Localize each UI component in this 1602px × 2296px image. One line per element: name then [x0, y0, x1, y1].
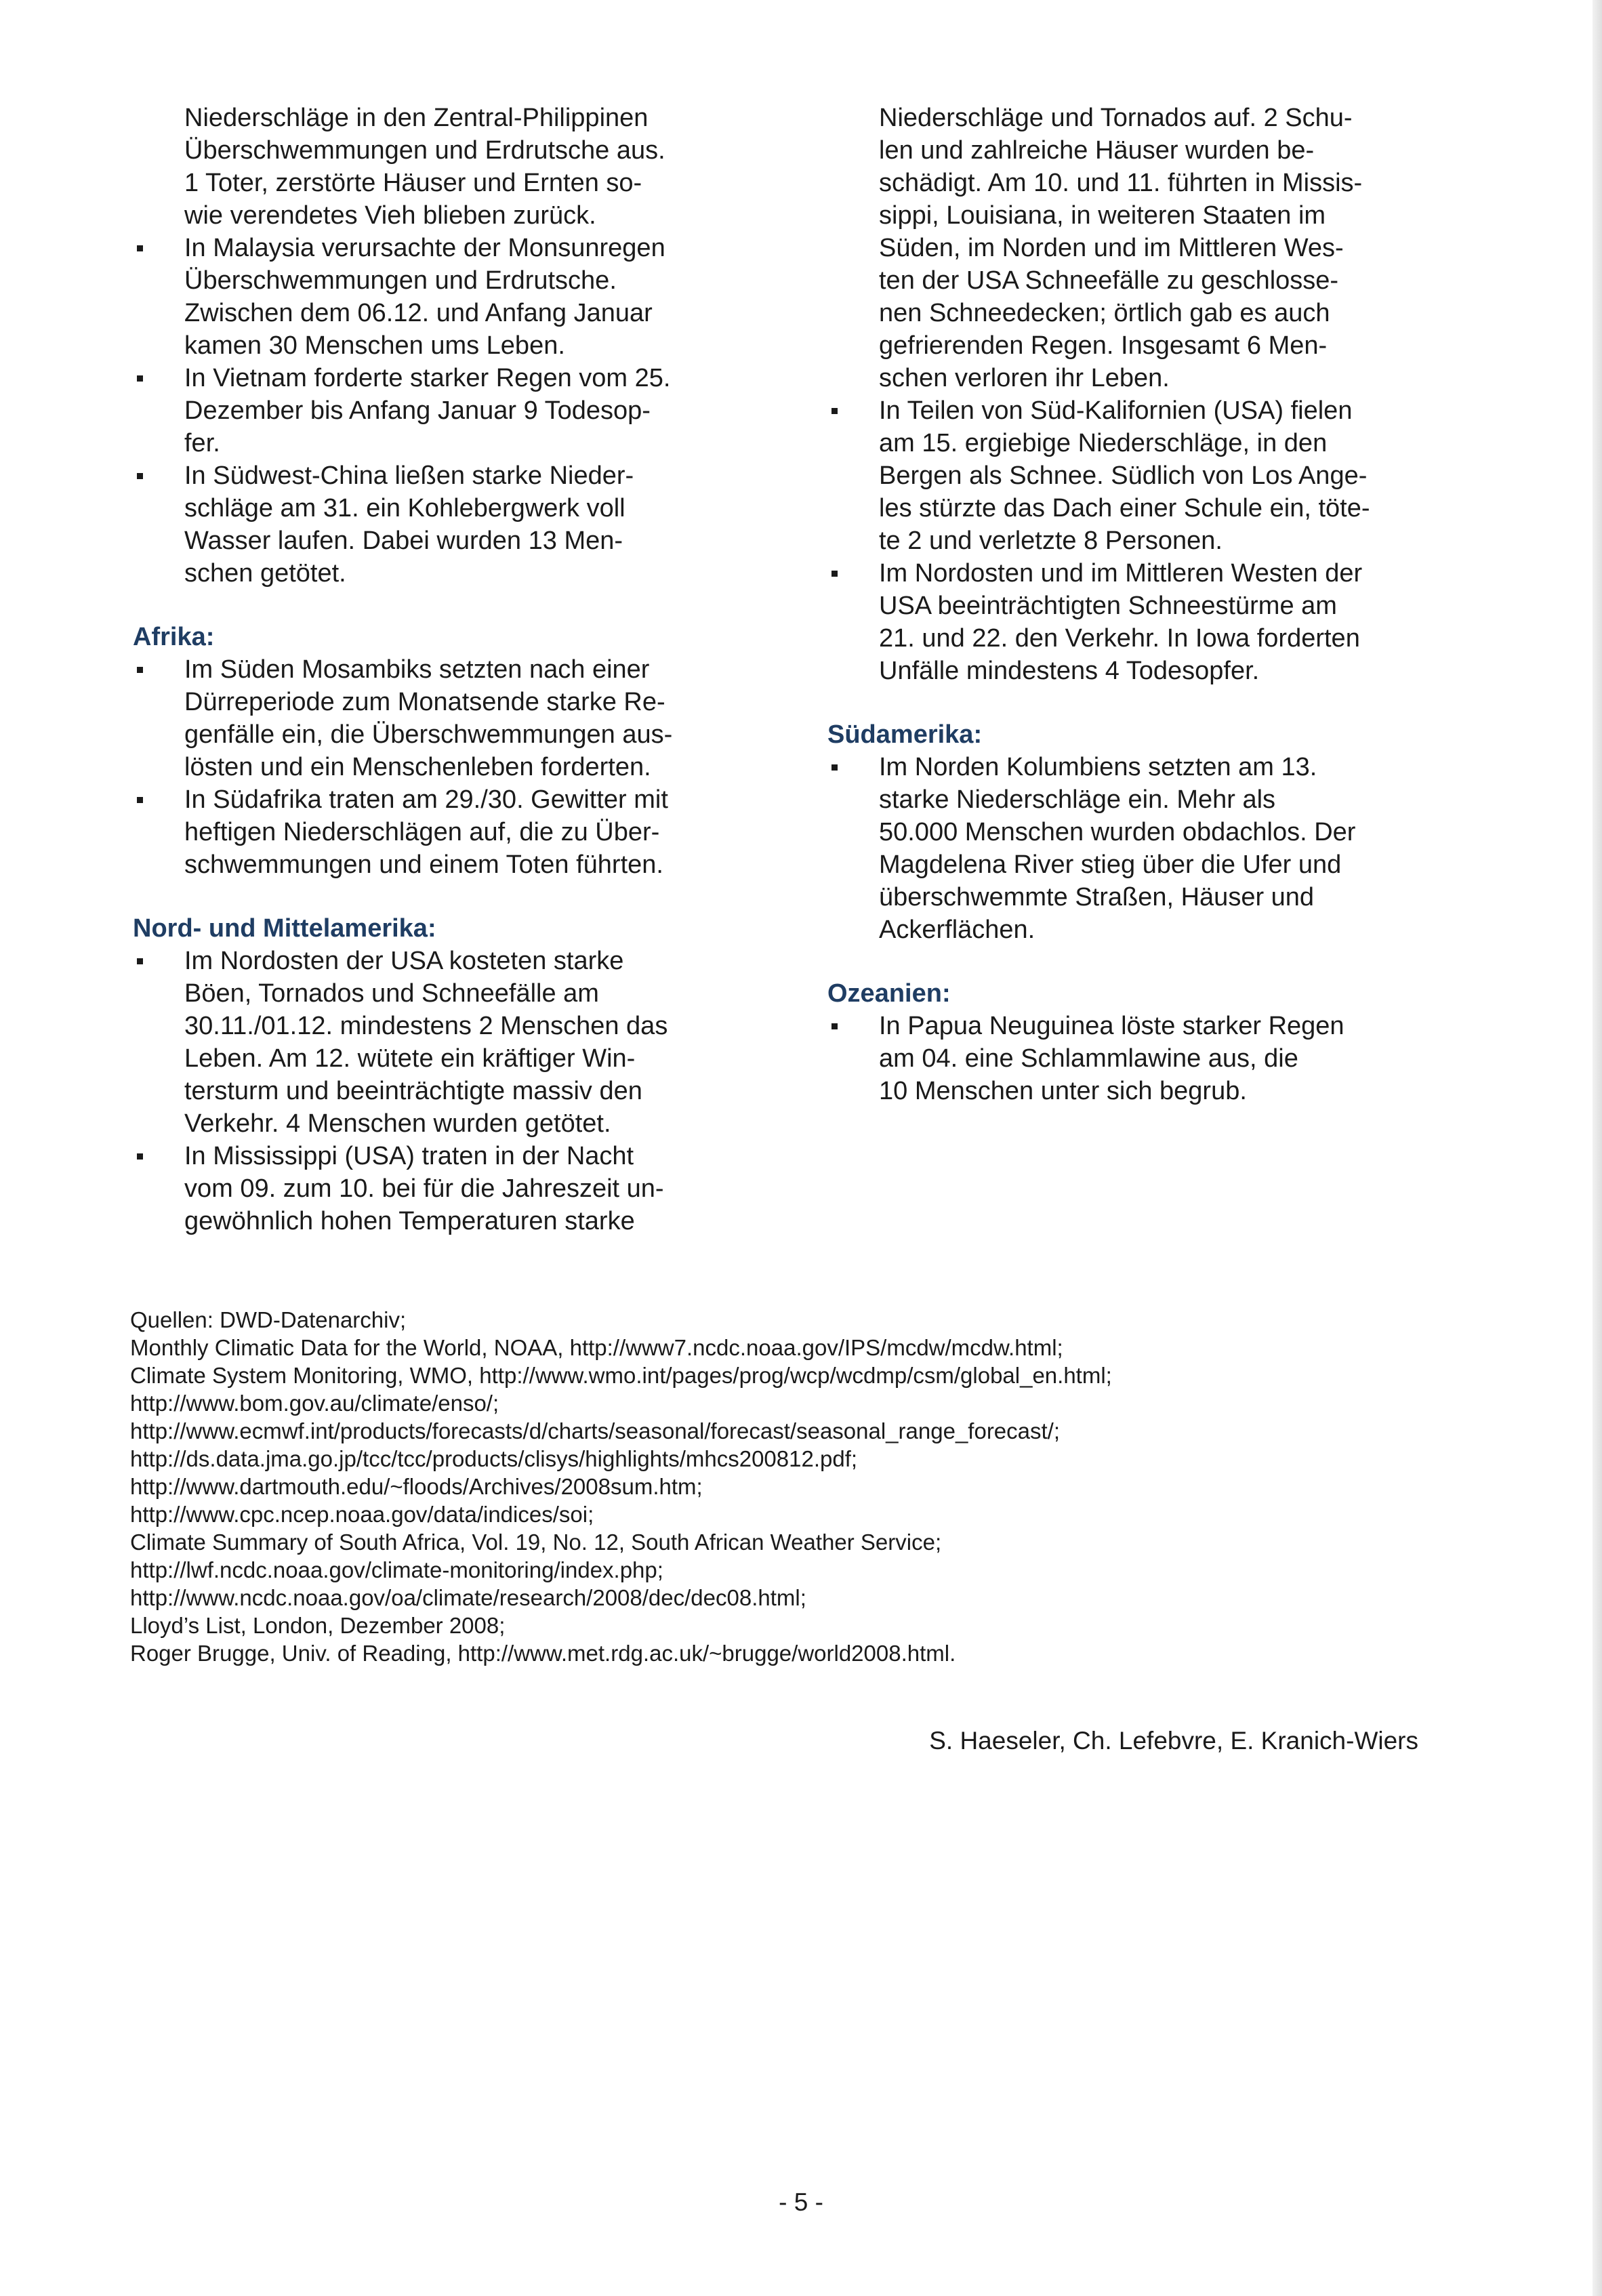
section-heading-africa: Afrika: [133, 623, 215, 651]
text-line: Leben. Am 12. wütete ein kräftiger Win- [184, 1044, 636, 1073]
text-line: am 04. eine Schlammlawine aus, die [879, 1044, 1298, 1073]
text-line: Überschwemmungen und Erdrutsche. [184, 266, 617, 295]
text-line: fer. [184, 429, 220, 457]
text-line: In Teilen von Süd-Kalifornien (USA) fielen [879, 396, 1353, 425]
text-line: Dürreperiode zum Monatsende starke Re- [184, 688, 665, 716]
text-line: les stürzte das Dach einer Schule ein, töte- [879, 494, 1370, 522]
bullet-icon [831, 408, 838, 414]
bullet-icon [137, 473, 143, 479]
text-line: starke Niederschläge ein. Mehr als [879, 785, 1276, 814]
spacer [827, 946, 1420, 977]
text-line: sippi, Louisiana, in weiteren Staaten im [879, 201, 1326, 230]
africa-list [133, 653, 726, 881]
text-line: schen getötet. [184, 559, 346, 588]
text-line: 10 Menschen unter sich begrub. [879, 1077, 1247, 1105]
text-line: schädigt. Am 10. und 11. führten in Missis- [879, 169, 1363, 197]
text-line: überschwemmte Straßen, Häuser und [879, 883, 1315, 911]
text-line: Im Nordosten der USA kosteten starke [184, 947, 624, 975]
text-line: Magdelena River stieg über die Ufer und [879, 850, 1342, 879]
authors: S. Haeseler, Ch. Lefebvre, E. Kranich-Wiers [929, 1727, 1418, 1755]
source-line: http://www.ncdc.noaa.gov/oa/climate/research/2008/dec/dec08.html; [130, 1585, 806, 1610]
source-line: http://ds.data.jma.go.jp/tcc/tcc/products/clisys/highlights/mhcs200812.pdf; [130, 1446, 858, 1471]
list-item [827, 751, 1420, 946]
source-line: Climate System Monitoring, WMO, http://www.wmo.int/pages/prog/wcp/wcdmp/csm/global_en.html; [130, 1363, 1112, 1388]
text-line: Überschwemmungen und Erdrutsche aus. [184, 136, 665, 165]
spacer [827, 687, 1420, 718]
bullet-icon [137, 375, 143, 382]
list-item [827, 394, 1420, 557]
continuation-paragraph [827, 102, 1420, 394]
text-line: Süden, im Norden und im Mittleren Wes- [879, 234, 1344, 262]
source-line: Lloyd’s List, London, Dezember 2008; [130, 1613, 506, 1638]
list-item [827, 557, 1420, 687]
bullet-icon [137, 245, 143, 251]
spacer [133, 881, 726, 912]
left-column [133, 102, 726, 1237]
intro-paragraph [133, 102, 726, 232]
oceania-list [827, 1010, 1420, 1107]
list-item [133, 1140, 726, 1237]
text-line: heftigen Niederschlägen auf, die zu Über- [184, 818, 660, 846]
text-line: Dezember bis Anfang Januar 9 Todesop- [184, 396, 651, 425]
bullet-icon [137, 797, 143, 803]
south-america-list [827, 751, 1420, 946]
section-heading-oceania: Ozeanien: [827, 979, 951, 1008]
list-item [133, 945, 726, 1140]
source-line: http://www.dartmouth.edu/~floods/Archives/2008sum.htm; [130, 1474, 703, 1499]
text-line: In Südafrika traten am 29./30. Gewitter mit [184, 785, 668, 814]
list-item [827, 1010, 1420, 1107]
source-line: http://www.bom.gov.au/climate/enso/; [130, 1391, 499, 1416]
text-line: In Vietnam forderte starker Regen vom 25. [184, 364, 671, 392]
section-heading-south-america: Südamerika: [827, 720, 983, 749]
bullet-icon [137, 667, 143, 673]
text-line: Wasser laufen. Dabei wurden 13 Men- [184, 527, 623, 555]
text-line: tersturm und beeinträchtigte massiv den [184, 1077, 642, 1105]
text-line: gefrierenden Regen. Insgesamt 6 Men- [879, 331, 1328, 360]
text-line: In Südwest-China ließen starke Nieder- [184, 462, 634, 490]
source-line: Quellen: DWD-Datenarchiv; [130, 1307, 407, 1332]
text-line: Bergen als Schnee. Südlich von Los Ange- [879, 462, 1368, 490]
spacer [133, 590, 726, 621]
list-item [133, 783, 726, 881]
page-number: - 5 - [779, 2188, 823, 2216]
north-america-list [133, 945, 726, 1237]
bullet-icon [831, 571, 838, 577]
text-line: nen Schneedecken; örtlich gab es auch [879, 299, 1330, 327]
text-line: 50.000 Menschen wurden obdachlos. Der [879, 818, 1356, 846]
list-item [133, 653, 726, 783]
text-line: In Mississippi (USA) traten in der Nacht [184, 1142, 634, 1170]
text-line: Im Nordosten und im Mittleren Westen der [879, 559, 1363, 588]
text-line: kamen 30 Menschen ums Leben. [184, 331, 565, 360]
bullet-icon [831, 1023, 838, 1029]
text-line: ten der USA Schneefälle zu geschlosse- [879, 266, 1339, 295]
north-america-list-continued [827, 394, 1420, 687]
text-line: Im Süden Mosambiks setzten nach einer [184, 655, 650, 684]
text-line: 1 Toter, zerstörte Häuser und Ernten so- [184, 169, 642, 197]
list-item [133, 232, 726, 362]
text-line: len und zahlreiche Häuser wurden be- [879, 136, 1315, 165]
asia-list [133, 232, 726, 590]
bullet-icon [137, 958, 143, 964]
text-line: Verkehr. 4 Menschen wurden getötet. [184, 1109, 611, 1138]
list-item [133, 459, 726, 590]
text-line: Unfälle mindestens 4 Todesopfer. [879, 657, 1260, 685]
bullet-icon [137, 1153, 143, 1160]
text-line: USA beeinträchtigten Schneestürme am [879, 592, 1337, 620]
text-line: In Papua Neuguinea löste starker Regen [879, 1012, 1344, 1040]
text-line: 21. und 22. den Verkehr. In Iowa forderten [879, 624, 1360, 653]
text-line: wie verendetes Vieh blieben zurück. [184, 201, 596, 230]
text-line: am 15. ergiebige Niederschläge, in den [879, 429, 1328, 457]
sources-block [130, 1306, 1418, 1667]
text-line: lösten und ein Menschenleben forderten. [184, 753, 651, 781]
text-line: Böen, Tornados und Schneefälle am [184, 979, 599, 1008]
text-line: Niederschläge und Tornados auf. 2 Schu- [879, 104, 1353, 132]
text-line: vom 09. zum 10. bei für die Jahreszeit un- [184, 1174, 664, 1203]
text-line: te 2 und verletzte 8 Personen. [879, 527, 1223, 555]
scan-edge [1593, 0, 1602, 2296]
source-line: http://lwf.ncdc.noaa.gov/climate-monitoring/index.php; [130, 1557, 663, 1582]
text-line: genfälle ein, die Überschwemmungen aus- [184, 720, 673, 749]
text-line: schläge am 31. ein Kohlebergwerk voll [184, 494, 625, 522]
right-column [827, 102, 1420, 1107]
text-line: gewöhnlich hohen Temperaturen starke [184, 1207, 635, 1235]
list-item [133, 362, 726, 459]
text-line: schen verloren ihr Leben. [879, 364, 1170, 392]
text-line: Niederschläge in den Zentral-Philippinen [184, 104, 649, 132]
text-line: 30.11./01.12. mindestens 2 Menschen das [184, 1012, 668, 1040]
text-line: Zwischen dem 06.12. und Anfang Januar [184, 299, 653, 327]
text-line: In Malaysia verursachte der Monsunregen [184, 234, 665, 262]
bullet-icon [831, 764, 838, 771]
source-line: http://www.cpc.ncep.noaa.gov/data/indices/soi; [130, 1502, 594, 1527]
source-line: Climate Summary of South Africa, Vol. 19, No. 12, South African Weather Service; [130, 1530, 942, 1555]
source-line: Monthly Climatic Data for the World, NOAA, http://www7.ncdc.noaa.gov/IPS/mcdw/mcdw.html; [130, 1335, 1063, 1360]
source-line: Roger Brugge, Univ. of Reading, http://www.met.rdg.ac.uk/~brugge/world2008.html. [130, 1641, 956, 1666]
text-line: Im Norden Kolumbiens setzten am 13. [879, 753, 1317, 781]
text-line: Ackerflächen. [879, 916, 1035, 944]
section-heading-north-america: Nord- und Mittelamerika: [133, 914, 436, 943]
text-line: schwemmungen und einem Toten führten. [184, 850, 663, 879]
source-line: http://www.ecmwf.int/products/forecasts/d/charts/seasonal/forecast/seasonal_range_forecast/; [130, 1418, 1061, 1443]
